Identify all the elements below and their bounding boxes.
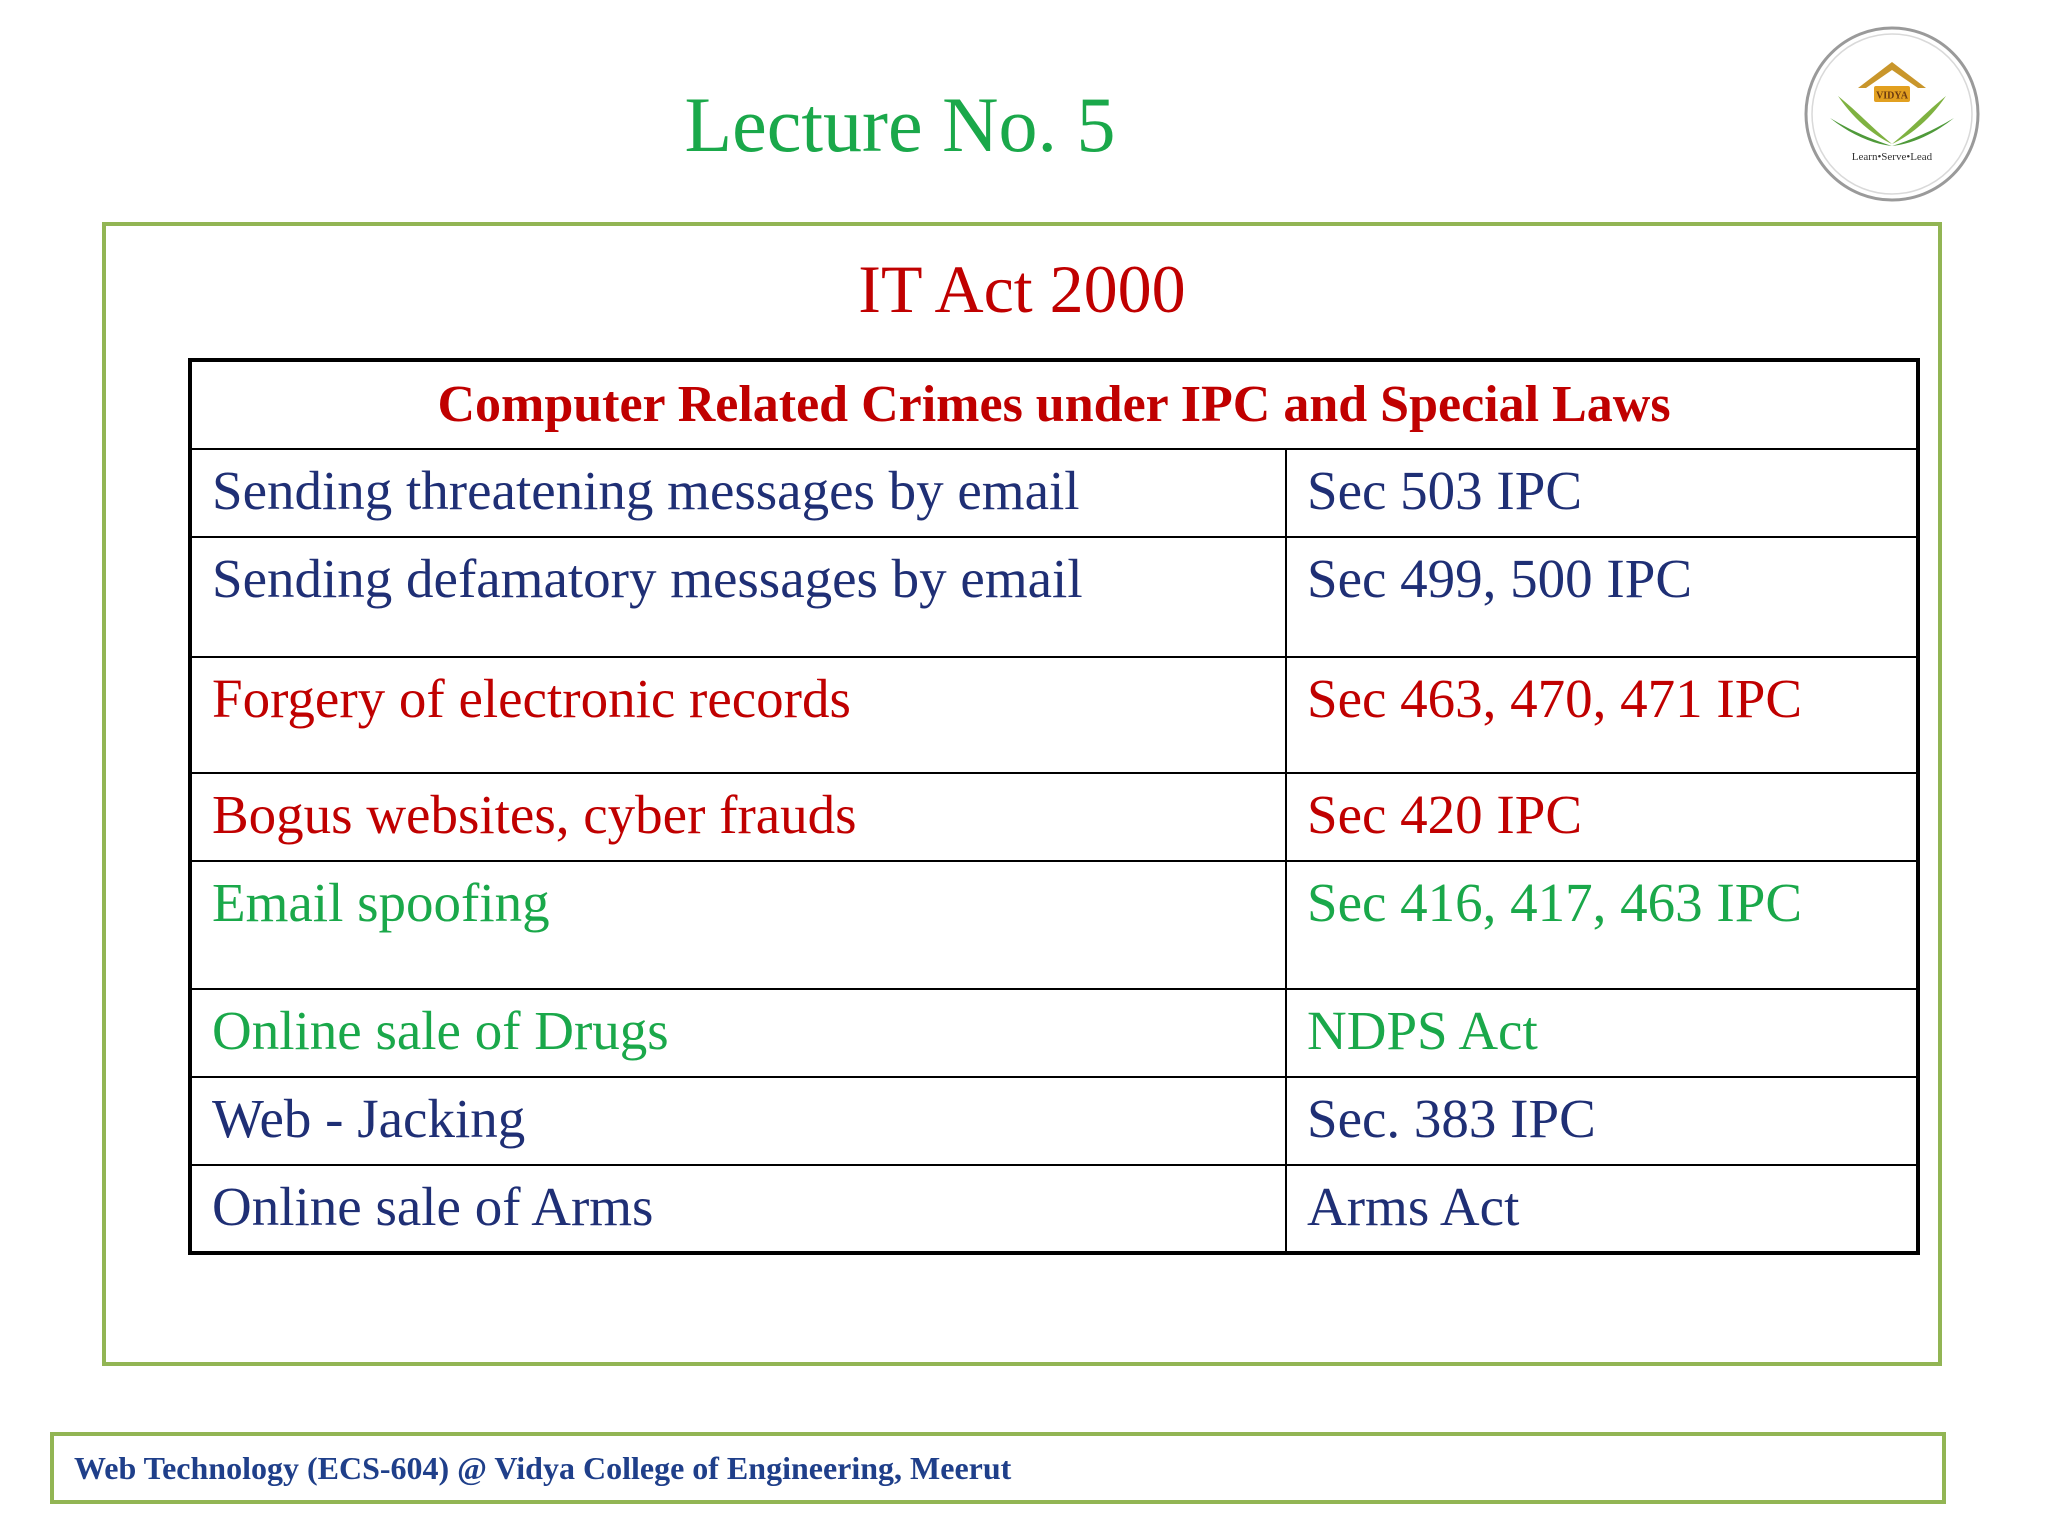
law-cell: Sec 416, 417, 463 IPC [1286, 861, 1918, 989]
table-row [190, 861, 1918, 989]
slide-subtitle: IT Act 2000 [858, 251, 1186, 327]
table-row [190, 989, 1918, 1077]
crime-cell: Bogus websites, cyber frauds [190, 773, 1286, 861]
table-heading: Computer Related Crimes under IPC and Special Laws [190, 360, 1918, 449]
content-frame [102, 222, 1942, 1366]
table-row [190, 657, 1918, 773]
crime-cell: Online sale of Arms [190, 1165, 1286, 1253]
law-cell: Sec 420 IPC [1286, 773, 1918, 861]
logo-wordmark: VIDYA [1876, 90, 1908, 102]
logo-tagline: Learn•Serve•Lead [1851, 151, 1933, 163]
table-heading-row [190, 360, 1918, 449]
table-row [190, 537, 1918, 657]
crime-cell: Sending threatening messages by email [190, 449, 1286, 537]
college-logo [1800, 26, 1984, 202]
crime-cell: Forgery of electronic records [190, 657, 1286, 773]
law-cell: Sec. 383 IPC [1286, 1077, 1918, 1165]
slide-title: Lecture No. 5 [684, 81, 1116, 168]
crime-cell: Email spoofing [190, 861, 1286, 989]
crime-cell: Web - Jacking [190, 1077, 1286, 1165]
footer-text: Web Technology (ECS-604) @ Vidya College of Engineering, Meerut [74, 1450, 1012, 1486]
crime-cell: Online sale of Drugs [190, 989, 1286, 1077]
table-row [190, 773, 1918, 861]
law-cell: Sec 499, 500 IPC [1286, 537, 1918, 657]
crimes-table [188, 358, 1920, 1255]
crime-cell: Sending defamatory messages by email [190, 537, 1286, 657]
law-cell: Sec 463, 470, 471 IPC [1286, 657, 1918, 773]
table-row [190, 1165, 1918, 1253]
table-row [190, 1077, 1918, 1165]
footer [50, 1432, 1946, 1504]
law-cell: Sec 503 IPC [1286, 449, 1918, 537]
law-cell: Arms Act [1286, 1165, 1918, 1253]
law-cell: NDPS Act [1286, 989, 1918, 1077]
table-row [190, 449, 1918, 537]
